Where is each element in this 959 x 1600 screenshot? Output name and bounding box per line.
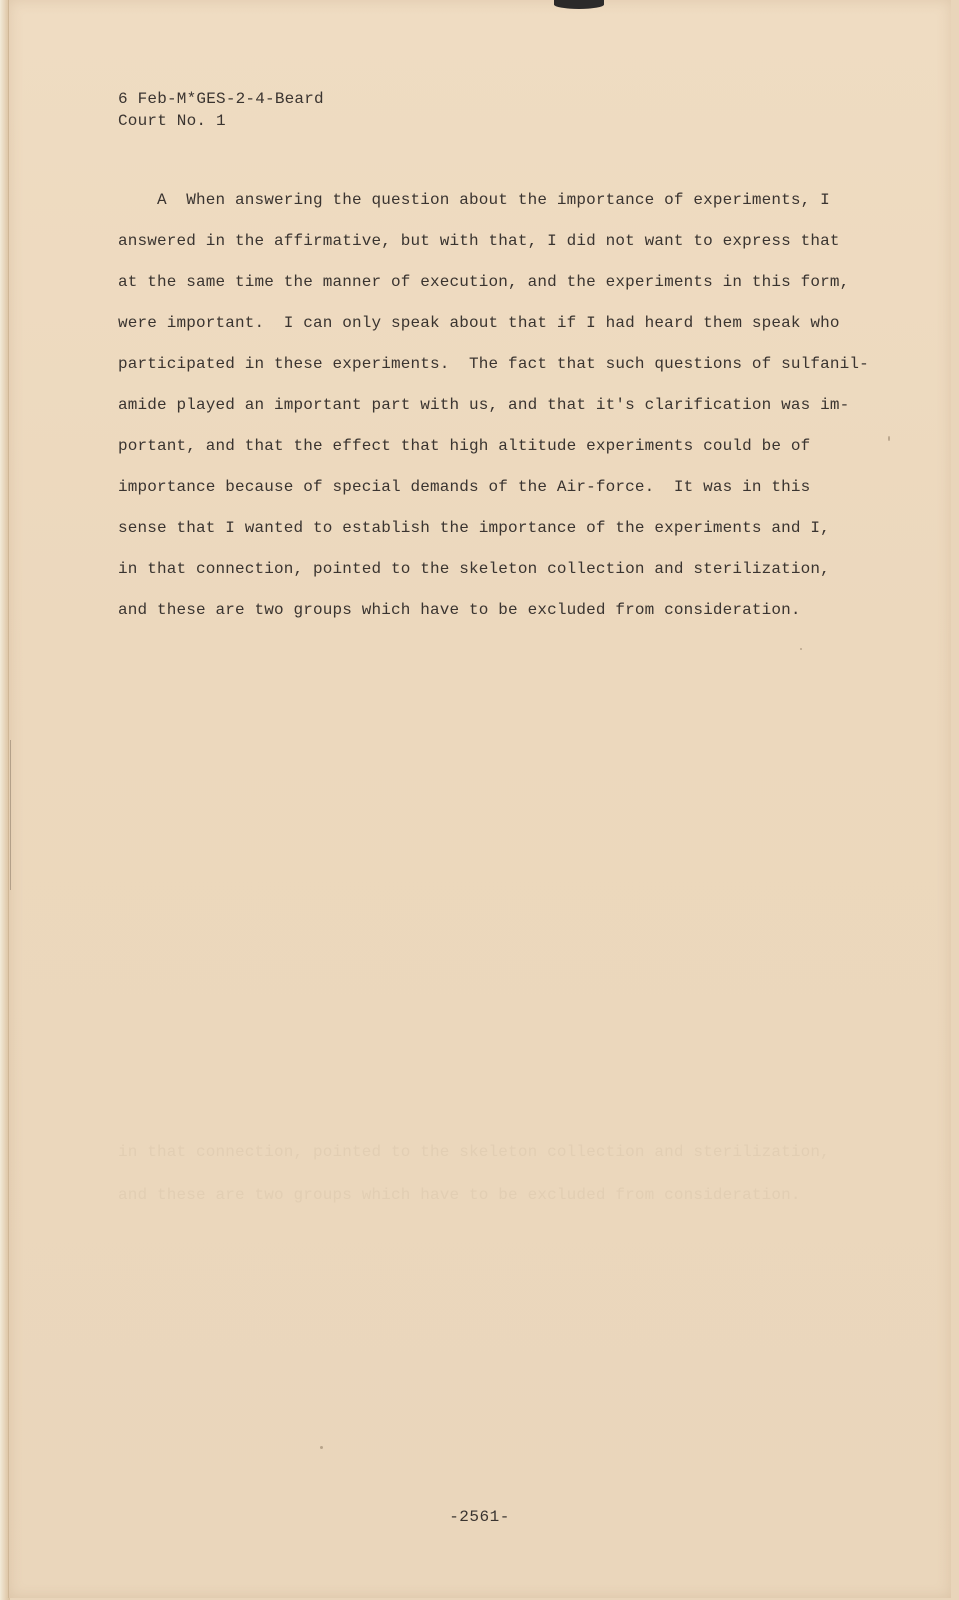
- text-line: answered in the affirmative, but with that, I did not want to express that: [118, 232, 840, 250]
- text-line: amide played an important part with us, and that it's clarification was im-: [118, 396, 850, 414]
- text-line: participated in these experiments. The fact that such questions of sulfanil-: [118, 355, 869, 373]
- page-number: -2561-: [449, 1508, 510, 1526]
- header-court: Court No. 1: [118, 112, 226, 130]
- text-line: were important. I can only speak about that if I had heard them speak who: [118, 314, 840, 332]
- text-line: at the same time the manner of execution, and the experiments in this form,: [118, 273, 850, 291]
- header-reference: 6 Feb-M*GES-2-4-Beard: [118, 90, 324, 108]
- paper-speck: [888, 436, 890, 441]
- text-line: portant, and that the effect that high altitude experiments could be of: [118, 437, 811, 455]
- bleed-through-line: and these are two groups which have to be excluded from consideration.: [118, 1186, 801, 1204]
- document-header: [118, 88, 324, 132]
- top-edge-tear: [554, 0, 604, 9]
- bleed-through-line: in that connection, pointed to the skeleton collection and sterilization,: [118, 1143, 830, 1161]
- paper-speck: [800, 648, 802, 650]
- text-line: sense that I wanted to establish the importance of the experiments and I,: [118, 519, 830, 537]
- text-line: in that connection, pointed to the skeleton collection and sterilization,: [118, 560, 830, 578]
- binding-mark: [10, 740, 15, 890]
- paper-speck: [320, 1446, 323, 1449]
- text-line: and these are two groups which have to be excluded from consideration.: [118, 601, 801, 619]
- text-line: importance because of special demands of the Air-force. It was in this: [118, 478, 811, 496]
- text-line: A When answering the question about the importance of experiments, I: [118, 191, 830, 209]
- bleed-through-text: [118, 1138, 878, 1224]
- testimony-paragraph: [118, 186, 888, 637]
